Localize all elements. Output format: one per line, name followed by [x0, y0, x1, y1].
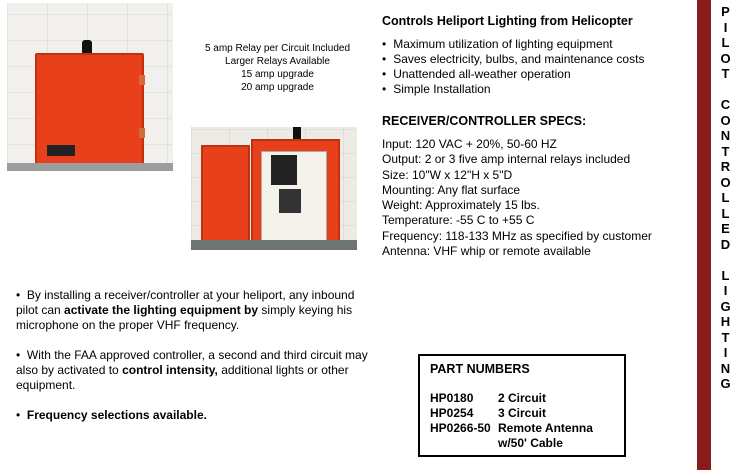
specs-list	[382, 137, 652, 259]
feature-item: • Simple Installation	[382, 82, 644, 97]
sidebar-letter: I	[723, 19, 728, 35]
part-code: HP0180	[430, 391, 474, 405]
vertical-title-sidebar	[697, 0, 740, 470]
controller-open-photo	[191, 127, 357, 250]
bullet-paragraph: • By installing a receiver/controller at your heliport, any inbound pilot can activate the lighting equipment by simply keying his microphone on the proper VHF frequency.	[16, 288, 355, 332]
table-row	[430, 406, 593, 421]
bullet-emphasis: activate the lighting equipment by	[64, 303, 259, 317]
table-row	[430, 421, 593, 436]
bullet-paragraph: • Frequency selections available.	[16, 408, 207, 422]
table-row	[430, 436, 593, 451]
sidebar-letter: N	[720, 360, 731, 376]
sidebar-letter: P	[721, 4, 730, 19]
relay-note: Larger Relays Available	[225, 56, 330, 67]
part-code	[430, 436, 498, 451]
part-desc: 3 Circuit	[498, 406, 547, 420]
feature-item: • Unattended all-weather operation	[382, 67, 644, 82]
bullet-emphasis: control intensity,	[122, 363, 218, 377]
spec-line: Antenna: VHF whip or remote available	[382, 244, 591, 259]
sidebar-letter: T	[721, 66, 730, 81]
bullet-paragraph: • With the FAA approved controller, a second and third circuit may also by activated to control intensity, additional lights or other equipment.	[16, 348, 368, 392]
bullet-text: simply keying his microphone on the proper VHF frequency.	[16, 303, 353, 332]
part-code: HP0254	[430, 406, 474, 420]
sidebar-letter: E	[721, 221, 730, 236]
sidebar-letter: I	[723, 345, 728, 360]
sidebar-letter: T	[721, 329, 730, 345]
part-desc: 2 Circuit	[498, 391, 547, 405]
spec-line: Output: 2 or 3 five amp internal relays included	[382, 152, 631, 167]
spec-line: Weight: Approximately 15 lbs.	[382, 198, 540, 213]
sidebar-letter: I	[723, 283, 728, 298]
sidebar-letter	[711, 82, 740, 98]
part-desc: w/50' Cable	[498, 436, 563, 450]
feature-item: • Maximum utilization of lighting equipment	[382, 37, 644, 52]
spec-line: Mounting: Any flat surface	[382, 182, 521, 197]
bullet-text: With the FAA approved controller, a second and third circuit may also by activated to	[16, 348, 368, 377]
part-numbers-title: PART NUMBERS	[430, 362, 530, 376]
sidebar-letter: C	[720, 97, 731, 112]
part-numbers-box	[418, 354, 626, 457]
relay-note: 15 amp upgrade	[241, 69, 314, 80]
relay-notes	[190, 42, 365, 94]
relay-note: 20 amp upgrade	[241, 82, 314, 93]
sidebar-letter: T	[721, 143, 730, 159]
sidebar-letter: L	[721, 267, 730, 283]
sidebar-letter: O	[720, 112, 731, 128]
sidebar-letter: L	[721, 205, 730, 221]
part-numbers-table	[430, 391, 593, 451]
controller-closed-photo	[7, 3, 173, 171]
relay-note: 5 amp Relay per Circuit Included	[204, 43, 351, 54]
sidebar-title	[711, 4, 740, 392]
sidebar-letter: L	[721, 35, 730, 50]
description-bullets	[16, 288, 376, 438]
spec-line: Input: 120 VAC + 20%, 50-60 HZ	[382, 137, 557, 151]
part-desc: Remote Antenna	[498, 421, 593, 435]
bullet-text: By installing a receiver/controller at your heliport, any inbound pilot can	[16, 288, 355, 317]
sidebar-letter: D	[720, 236, 731, 252]
sidebar-letter: O	[720, 50, 731, 66]
sidebar-letter: R	[720, 159, 731, 174]
table-row	[430, 391, 593, 406]
specs-heading: RECEIVER/CONTROLLER SPECS:	[382, 114, 587, 128]
spec-line: Size: 10"W x 12"H x 5"D	[382, 167, 513, 182]
spec-line: Frequency: 118-133 MHz as specified by customer	[382, 228, 652, 243]
sidebar-letter: N	[720, 128, 731, 143]
sidebar-letter: L	[721, 190, 730, 205]
sidebar-letter: O	[720, 174, 731, 190]
part-code: HP0266-50	[430, 421, 491, 435]
feature-list	[382, 37, 644, 97]
spec-line: Temperature: -55 C to +55 C	[382, 213, 535, 228]
bullet-emphasis: Frequency selections available.	[26, 408, 207, 422]
sidebar-letter	[711, 252, 740, 268]
feature-item: • Saves electricity, bulbs, and maintenance costs	[382, 52, 644, 67]
sidebar-letter: G	[720, 376, 731, 391]
sidebar-bar	[697, 0, 711, 470]
sidebar-letter: H	[720, 314, 731, 329]
bullet-text: additional lights or other equipment.	[16, 363, 349, 392]
sidebar-letter: G	[720, 298, 731, 314]
controls-title: Controls Heliport Lighting from Helicopter	[382, 14, 633, 28]
